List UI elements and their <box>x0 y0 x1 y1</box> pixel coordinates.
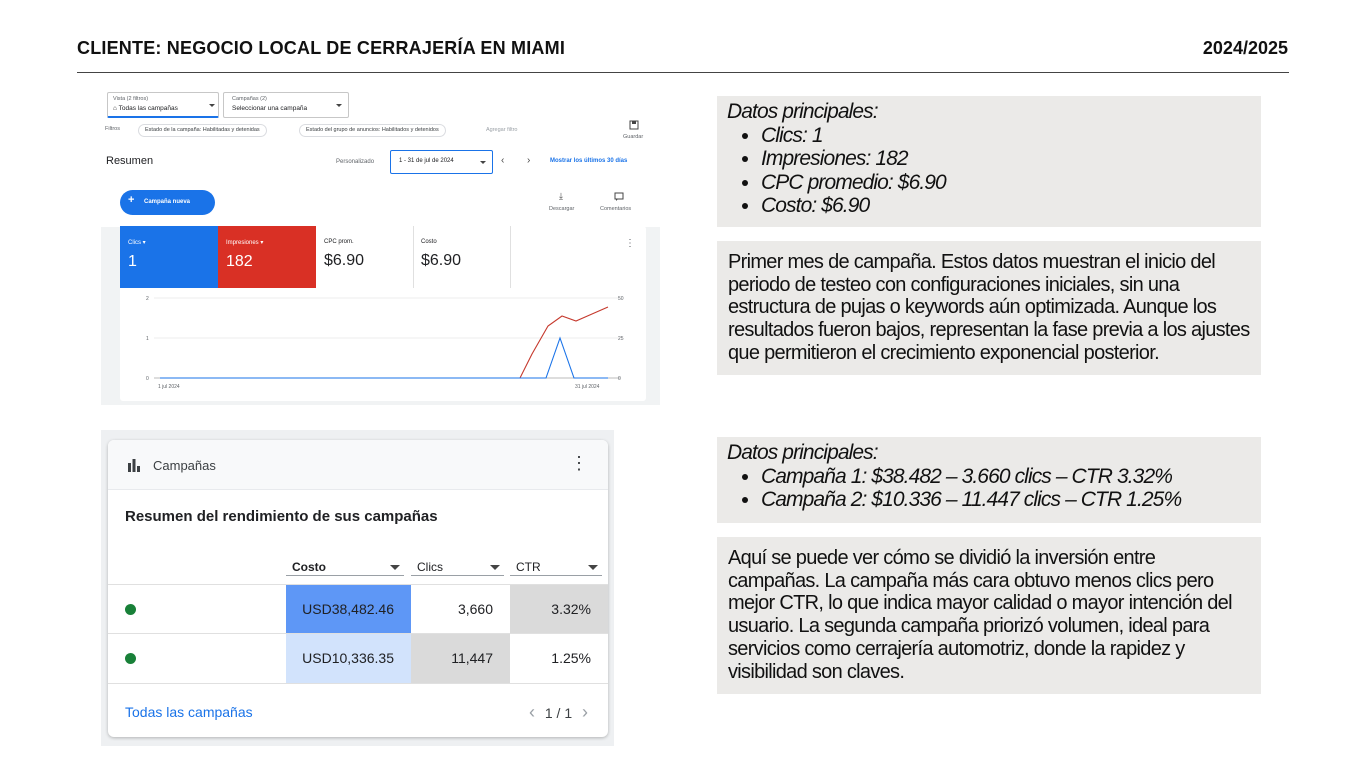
performance-line-chart <box>120 288 646 401</box>
sort-cost-icon <box>390 565 400 570</box>
column-header-clicks-label: Clics <box>417 560 443 574</box>
x-start-date: 1 jul 2024 <box>158 384 180 390</box>
column-header-ctr-label: CTR <box>516 560 541 574</box>
prev-page-icon[interactable]: ‹ <box>528 702 535 722</box>
page-indicator: 1 / 1 <box>544 705 573 721</box>
next-period-icon[interactable]: › <box>527 155 531 166</box>
bar-chart-icon <box>127 459 141 472</box>
key-data-list-1 <box>761 124 1251 218</box>
view-selector-value: ⌂ Todas las campañas <box>113 105 178 112</box>
all-campaigns-link[interactable]: Todas las campañas <box>125 704 253 720</box>
new-campaign-label: Campaña nueva <box>144 199 191 205</box>
campaigns-card <box>108 440 608 737</box>
x-end-date: 31 jul 2024 <box>575 384 600 390</box>
status-enabled-icon <box>125 604 136 615</box>
impressions-series-line <box>160 307 608 378</box>
view-chevron-down-icon <box>209 104 215 107</box>
key-data-box-2 <box>717 437 1261 523</box>
performance-card <box>120 226 646 401</box>
key-data-item: • CPC promedio: $6.90 <box>761 171 1251 195</box>
metric-cost[interactable] <box>413 226 511 288</box>
page-year: 2024/2025 <box>1202 38 1288 58</box>
column-header-cost[interactable] <box>286 560 404 576</box>
column-header-ctr[interactable] <box>510 560 602 576</box>
metric-cost-value: $6.90 <box>421 252 462 269</box>
campaign-selector-value: Seleccionar una campaña <box>232 105 308 112</box>
summary-title: Resumen <box>106 155 154 167</box>
y-right-tick-50: 50 <box>618 296 624 302</box>
save-label: Guardar <box>623 134 644 140</box>
campaigns-card-title: Campañas <box>153 458 216 473</box>
date-chevron-down-icon <box>480 161 486 164</box>
metric-avg-cpc-label: CPC prom. <box>324 239 354 245</box>
metric-impressions[interactable] <box>218 226 316 288</box>
sort-clicks-icon <box>490 565 500 570</box>
key-data-item: • Costo: $6.90 <box>761 194 1251 218</box>
description-text-2: Aquí se puede ver cómo se dividió la inversión entre campañas. La campaña más cara obtuvo menos clics pero mejor CTR, lo que indica mayor calidad o mayor intención del usuario. La segunda campaña priorizó volumen, ideal para servicios como cerrajería automotriz, donde la rapidez y visibilidad son claves. <box>728 547 1232 683</box>
key-data-heading-2: Datos principales: <box>727 441 878 464</box>
y-left-tick-0: 0 <box>146 376 149 382</box>
metric-impressions-label-text: Impresiones <box>226 240 259 246</box>
pagination <box>529 702 588 723</box>
metric-impressions-label: Impresiones ▾ <box>226 240 264 246</box>
ctr-cell: 1.25% <box>510 634 608 683</box>
custom-range-label: Personalizado <box>336 159 375 165</box>
metric-cost-label: Costo <box>421 239 437 245</box>
campaign-selector-label: Campañas (2) <box>232 96 267 102</box>
date-range-value: 1 - 31 de jul de 2024 <box>399 158 454 164</box>
clicks-cell: 3,660 <box>411 585 510 634</box>
table-row[interactable] <box>108 584 608 633</box>
campaign-chevron-down-icon <box>336 104 342 107</box>
clicks-series-line <box>160 338 608 378</box>
metric-avg-cpc-value: $6.90 <box>324 252 365 269</box>
campaigns-screenshot <box>101 430 614 746</box>
google-ads-overview-screenshot <box>101 89 660 405</box>
y-right-tick-25: 25 <box>618 336 624 342</box>
view-selector[interactable] <box>107 92 219 118</box>
cost-cell: USD10,336.35 <box>286 634 411 683</box>
campaigns-card-header <box>108 440 608 490</box>
filters-label: Filtros <box>105 126 120 132</box>
clicks-cell: 11,447 <box>411 634 510 683</box>
prev-period-icon[interactable]: ‹ <box>501 155 505 166</box>
sort-ctr-icon <box>588 565 598 570</box>
download-icon[interactable]: ⤓ <box>559 191 563 201</box>
campaign-selector[interactable] <box>223 92 349 118</box>
key-data-heading-1: Datos principales: <box>727 100 878 123</box>
ctr-cell: 3.32% <box>510 585 608 634</box>
description-box-2 <box>717 537 1261 694</box>
key-data-box-1 <box>717 96 1261 227</box>
key-data-list-2 <box>761 465 1251 512</box>
view-selector-label: Vista (2 filtros) <box>113 96 149 102</box>
campaigns-card-subtitle: Resumen del rendimiento de sus campañas <box>125 508 438 525</box>
new-campaign-button[interactable] <box>120 190 215 215</box>
filter-chip-adgroup-status[interactable]: Estado del grupo de anuncios: Habilitados y detenidos <box>299 124 446 137</box>
y-right-tick-0: 0 <box>618 376 621 382</box>
date-range-picker[interactable] <box>390 150 493 174</box>
y-left-tick-1: 1 <box>146 336 149 342</box>
column-header-cost-label: Costo <box>292 560 326 574</box>
description-box-1 <box>717 241 1261 375</box>
metric-avg-cpc[interactable] <box>316 226 414 288</box>
key-data-item: • Campaña 2: $10.336 – 11.447 clics – CTR 1.25% <box>761 488 1251 512</box>
metric-clicks-value: 1 <box>128 253 137 270</box>
campaigns-card-footer <box>108 683 608 737</box>
key-data-item: • Campaña 1: $38.482 – 3.660 clics – CTR 3.32% <box>761 465 1251 489</box>
metric-impressions-value: 182 <box>226 253 253 270</box>
comments-icon[interactable] <box>614 192 624 202</box>
metric-clicks-label-text: Clics <box>128 240 141 246</box>
metric-clicks-label: Clics ▾ <box>128 240 146 246</box>
save-icon[interactable] <box>629 120 639 130</box>
more-vert-icon[interactable]: ⋮ <box>570 453 588 473</box>
column-header-clicks[interactable] <box>411 560 504 576</box>
description-text-1: Primer mes de campaña. Estos datos muestran el inicio del periodo de testeo con configuraciones iniciales, sin una estructura de pujas o keywords aún optimizada. Aunque los resultados fueron bajos, representan la fase previa a los ajustes que permitieron el crecimiento exponencial posterior. <box>728 251 1250 364</box>
key-data-item: • Impresiones: 182 <box>761 147 1251 171</box>
more-options-icon[interactable]: ⋮ <box>625 238 635 249</box>
plus-icon: + <box>128 194 135 206</box>
next-page-icon[interactable]: › <box>582 702 588 722</box>
add-filter-link[interactable]: Agregar filtro <box>486 127 518 133</box>
metric-clicks[interactable] <box>120 226 218 288</box>
status-enabled-icon <box>125 653 136 664</box>
download-label: Descargar <box>549 206 575 212</box>
table-row[interactable] <box>108 633 608 682</box>
page-title: CLIENTE: NEGOCIO LOCAL DE CERRAJERÍA EN MIAMI <box>77 38 566 58</box>
key-data-item: • Clics: 1 <box>761 124 1251 148</box>
cost-cell: USD38,482.46 <box>286 585 411 634</box>
show-last-30-link[interactable]: Mostrar los últimos 30 días <box>550 158 628 164</box>
header-divider <box>77 72 1289 73</box>
view-selector-value-text: Todas las campañas <box>118 105 178 112</box>
y-left-tick-2: 2 <box>146 296 149 302</box>
filter-chip-campaign-status[interactable]: Estado de la campaña: Habilitadas y detenidas <box>138 124 267 137</box>
comments-label: Comentarios <box>600 206 632 212</box>
